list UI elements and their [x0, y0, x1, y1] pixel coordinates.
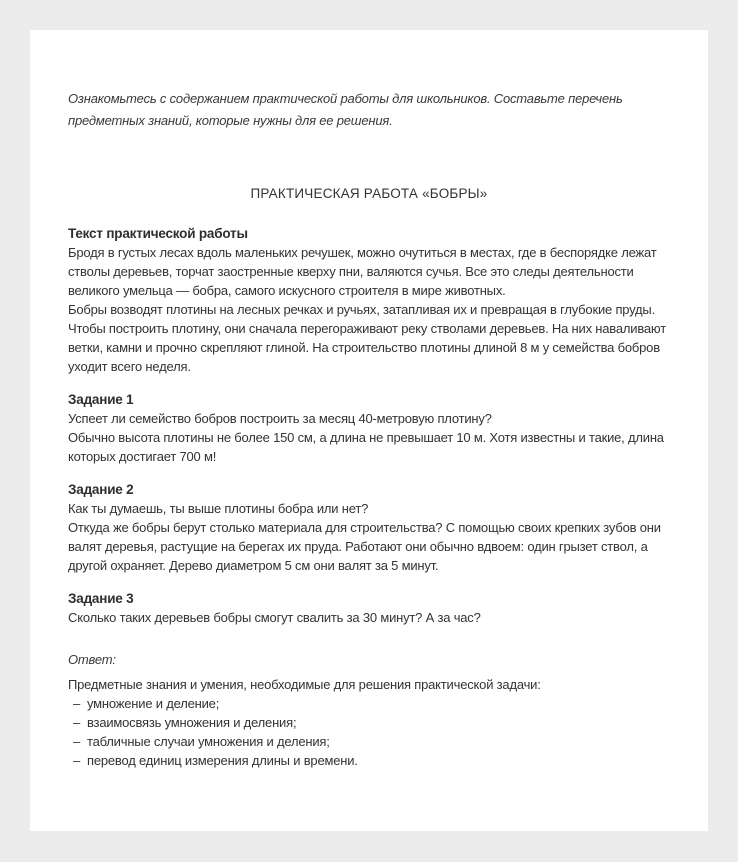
- task-2-paragraph: Откуда же бобры берут столько материала для строительства? С помощью своих крепких зубов они валят деревья, растущие на берегах их пруда. Работают они обычно вдвоем: один грызет ствол, а другой охраняет. Дерево диаметром 5 см они валят за 5 минут.: [68, 520, 661, 573]
- answer-item-text: перевод единиц измерения длины и времени.: [87, 753, 358, 768]
- task-3-paragraph: Сколько таких деревьев бобры смогут свалить за 30 минут? А за час?: [68, 610, 481, 625]
- answer-label: Ответ:: [68, 652, 116, 667]
- task-2-heading: Задание 2: [68, 482, 134, 497]
- dash-bullet-icon: –: [73, 734, 81, 749]
- dash-bullet-icon: –: [73, 753, 81, 768]
- task-1-heading: Задание 1: [68, 392, 134, 407]
- document-sheet: [30, 30, 708, 831]
- work-text-paragraph: Бобры возводят плотины на лесных речках и ручьях, затапливая их и превращая в глубокие пруды.: [68, 302, 655, 317]
- answer-list-item: [68, 732, 670, 751]
- answer-intro: Предметные знания и умения, необходимые для решения практической задачи:: [68, 677, 541, 692]
- answer-list-item: [68, 713, 670, 732]
- answer-item-text: взаимосвязь умножения и деления;: [87, 715, 297, 730]
- answer-list-item: [68, 751, 670, 770]
- dash-bullet-icon: –: [73, 715, 81, 730]
- task-2-paragraph: Как ты думаешь, ты выше плотины бобра или нет?: [68, 501, 369, 516]
- work-text-paragraph: Бродя в густых лесах вдоль маленьких речушек, можно очутиться в местах, где в беспорядке лежат стволы деревьев, торчат заостренные кверху пни, валяются сучья. Все это следы деятельности великого умельца — бобра, самого искусного строителя в мире животных.: [68, 245, 657, 298]
- task-1-paragraph: Обычно высота плотины не более 150 см, а длина не превышает 10 м. Хотя известны и такие, длина которых достигает 700 м!: [68, 430, 664, 464]
- answer-list: [68, 694, 670, 770]
- task-1-paragraph: Успеет ли семейство бобров построить за месяц 40-метровую плотину?: [68, 411, 492, 426]
- instruction-text: Ознакомьтесь с содержанием практической работы для школьников. Составьте перечень предметных знаний, которые нужны для ее решения.: [68, 91, 623, 128]
- dash-bullet-icon: –: [73, 696, 81, 711]
- document-title: ПРАКТИЧЕСКАЯ РАБОТА «БОБРЫ»: [250, 186, 488, 201]
- task-3-heading: Задание 3: [68, 591, 134, 606]
- work-text-heading: Текст практической работы: [68, 226, 248, 241]
- answer-item-text: табличные случаи умножения и деления;: [87, 734, 330, 749]
- work-text-paragraph: Чтобы построить плотину, они сначала перегораживают реку стволами деревьев. На них наваливают ветки, камни и прочно скрепляют глиной. На строительство плотины длиной 8 м у семейства бобров уходит всего неделя.: [68, 321, 666, 374]
- answer-item-text: умножение и деление;: [87, 696, 220, 711]
- answer-list-item: [68, 694, 670, 713]
